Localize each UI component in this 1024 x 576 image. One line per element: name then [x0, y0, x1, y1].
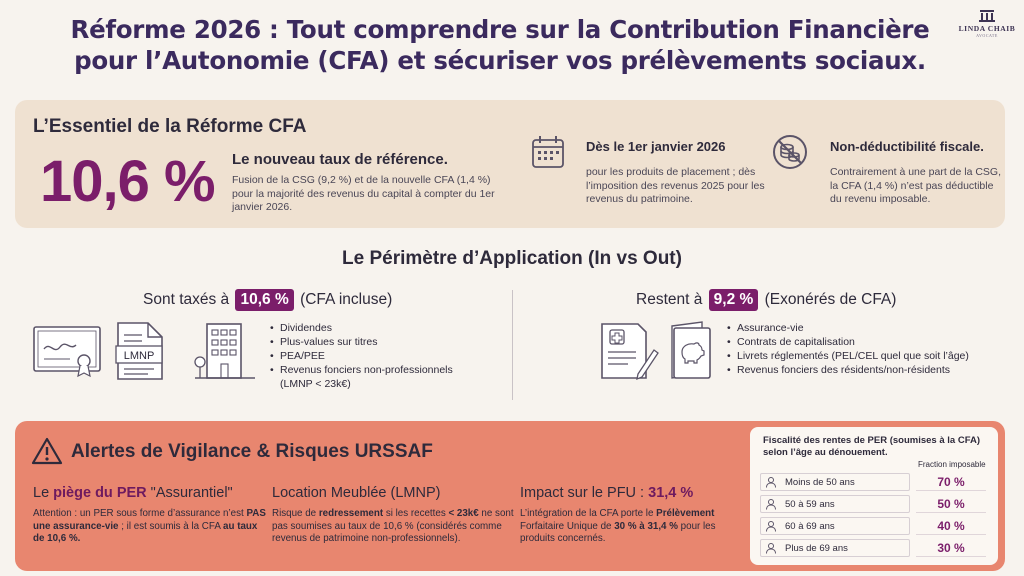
text-run: Attention : un PER sous forme d’assurance n’est — [33, 508, 247, 519]
text-run: Forfaitaire Unique de — [520, 520, 615, 532]
text-run: Impact sur le PFU : — [520, 485, 649, 501]
per-title-highlight: piège du PER — [53, 485, 147, 501]
list-item: • Assurance-vie — [727, 321, 1012, 335]
text-run-bold: 30 % à 31,4 % — [614, 520, 678, 532]
text-run: ne sont pas soumises au taux de 10,6 % (considérés comme revenus de patrimoine non-professionnels). — [272, 508, 514, 544]
list-item: • Dividendes — [270, 321, 470, 335]
logo-columns-icon — [979, 10, 995, 22]
date-title: Dès le 1er janvier 2026 — [586, 139, 726, 154]
list-item: • Revenus fonciers des résidents/non-résidents — [727, 363, 1012, 377]
list-item: • Livrets réglementés (PEL/CEL quel que soit l’âge) — [727, 349, 1012, 363]
lmnp-document-icon — [112, 321, 168, 381]
calendar-icon — [530, 134, 566, 170]
taxes-suffix: (CFA incluse) — [300, 291, 393, 308]
building-icon — [193, 320, 257, 382]
pfu-title — [520, 485, 693, 501]
fraction-value: 30 % — [916, 539, 986, 557]
age-cell — [760, 473, 910, 491]
age-label: 50 à 59 ans — [785, 498, 835, 510]
alertes-heading: Alertes de Vigilance & Risques URSSAF — [71, 441, 433, 462]
person-icon — [765, 520, 777, 532]
age-cell — [760, 539, 910, 557]
list-item: • Contrats de capitalisation — [727, 335, 1012, 349]
text-run: L’intégration de la CFA porte le — [520, 508, 657, 519]
age-cell — [760, 517, 910, 535]
rate-title: Le nouveau taux de référence. — [232, 151, 448, 168]
text-run: Risque de — [272, 508, 319, 519]
essentiel-panel — [15, 100, 1005, 228]
title-line-1: Réforme 2026 : Tout comprendre sur la Contribution Financière — [70, 15, 930, 44]
text-run: pour les produits concernés. — [520, 520, 716, 544]
table-row — [760, 538, 988, 558]
exoneres-heading — [636, 289, 896, 311]
text-run-bold: Prélèvement — [656, 508, 715, 519]
list-item: • PEA/PEE — [270, 349, 470, 363]
lmnp-doc-label: LMNP — [123, 350, 155, 362]
lmnp-title: Location Meublée (LMNP) — [272, 485, 441, 501]
exoneres-suffix: (Exonérés de CFA) — [764, 291, 897, 308]
person-icon — [765, 498, 777, 510]
page-title — [60, 14, 940, 76]
age-label: Moins de 50 ans — [785, 476, 855, 488]
title-line-2: pour l’Autonomie (CFA) et sécuriser vos prélèvements sociaux. — [74, 46, 926, 75]
exoneres-rate-badge: 9,2 % — [709, 289, 759, 311]
exoneres-prefix: Restent à — [636, 291, 703, 308]
per-trap-description — [33, 508, 268, 546]
no-deduction-coins-icon — [771, 133, 809, 171]
exoneres-list — [727, 321, 1012, 377]
person-icon — [765, 476, 777, 488]
pfu-description — [520, 508, 735, 546]
table-row — [760, 494, 988, 514]
per-rentes-table — [750, 427, 998, 565]
age-label: 60 à 69 ans — [785, 520, 835, 532]
table-row — [760, 516, 988, 536]
fraction-value: 70 % — [916, 473, 986, 491]
perimetre-heading: Le Périmètre d’Application (In vs Out) — [342, 248, 682, 269]
text-run-bold: PAS une assurance-vie — [33, 508, 266, 532]
pfu-rate: 31,4 % — [648, 485, 694, 501]
essentiel-heading: L’Essentiel de la Réforme CFA — [33, 116, 307, 137]
person-icon — [765, 542, 777, 554]
table-row — [760, 472, 988, 492]
text-run-bold: < 23k€ — [448, 508, 479, 519]
age-cell — [760, 495, 910, 513]
fraction-value: 50 % — [916, 495, 986, 513]
logo-subtitle: AVOCATE — [976, 33, 998, 38]
taxes-list — [270, 321, 470, 391]
age-label: Plus de 69 ans — [785, 542, 848, 554]
list-item: • Plus-values sur titres — [270, 335, 470, 349]
warning-icon — [31, 437, 63, 465]
list-item: • Revenus fonciers non-professionnels (LMNP < 23k€) — [270, 363, 470, 391]
taxes-prefix: Sont taxés à — [143, 291, 230, 308]
taxes-heading — [143, 289, 392, 311]
fraction-column-header: Fraction imposable — [918, 460, 986, 469]
rate-description: Fusion de la CSG (9,2 %) et de la nouvelle CFA (1,4 %) pour la majorité des revenus du capital à compter du 1er janvier 2026. — [232, 174, 495, 213]
contract-document-icon — [598, 320, 662, 382]
savings-booklet-icon — [666, 320, 716, 382]
logo-name: LINDA CHAIB — [958, 24, 1016, 33]
per-title-part: Le — [33, 485, 54, 501]
per-title-part: "Assurantiel" — [146, 485, 233, 501]
logo — [955, 10, 1019, 38]
divider — [512, 290, 513, 400]
big-rate: 10,6 % — [40, 149, 215, 214]
certificate-icon — [32, 323, 104, 379]
per-trap-title — [33, 485, 233, 501]
deduction-description: Contrairement à une part de la CSG, la CFA (1,4 %) n’est pas déductible du revenu imposable. — [830, 166, 1002, 205]
alertes-panel — [15, 421, 1005, 571]
fraction-value: 40 % — [916, 517, 986, 535]
per-rentes-title: Fiscalité des rentes de PER (soumises à la CFA) selon l’âge au dénouement. — [763, 435, 980, 458]
lmnp-description — [272, 508, 517, 546]
date-description: pour les produits de placement ; dès l’imposition des revenus 2025 pour les revenus du patrimoine. — [586, 166, 765, 205]
text-run: ; il est soumis à la CFA — [118, 520, 224, 532]
text-run: si les recettes — [383, 508, 449, 519]
text-run-bold: au taux de 10,6 %. — [33, 520, 258, 544]
deduction-title: Non-déductibilité fiscale. — [830, 139, 984, 154]
taxes-rate-badge: 10,6 % — [235, 289, 293, 311]
text-run-bold: redressement — [318, 508, 384, 519]
